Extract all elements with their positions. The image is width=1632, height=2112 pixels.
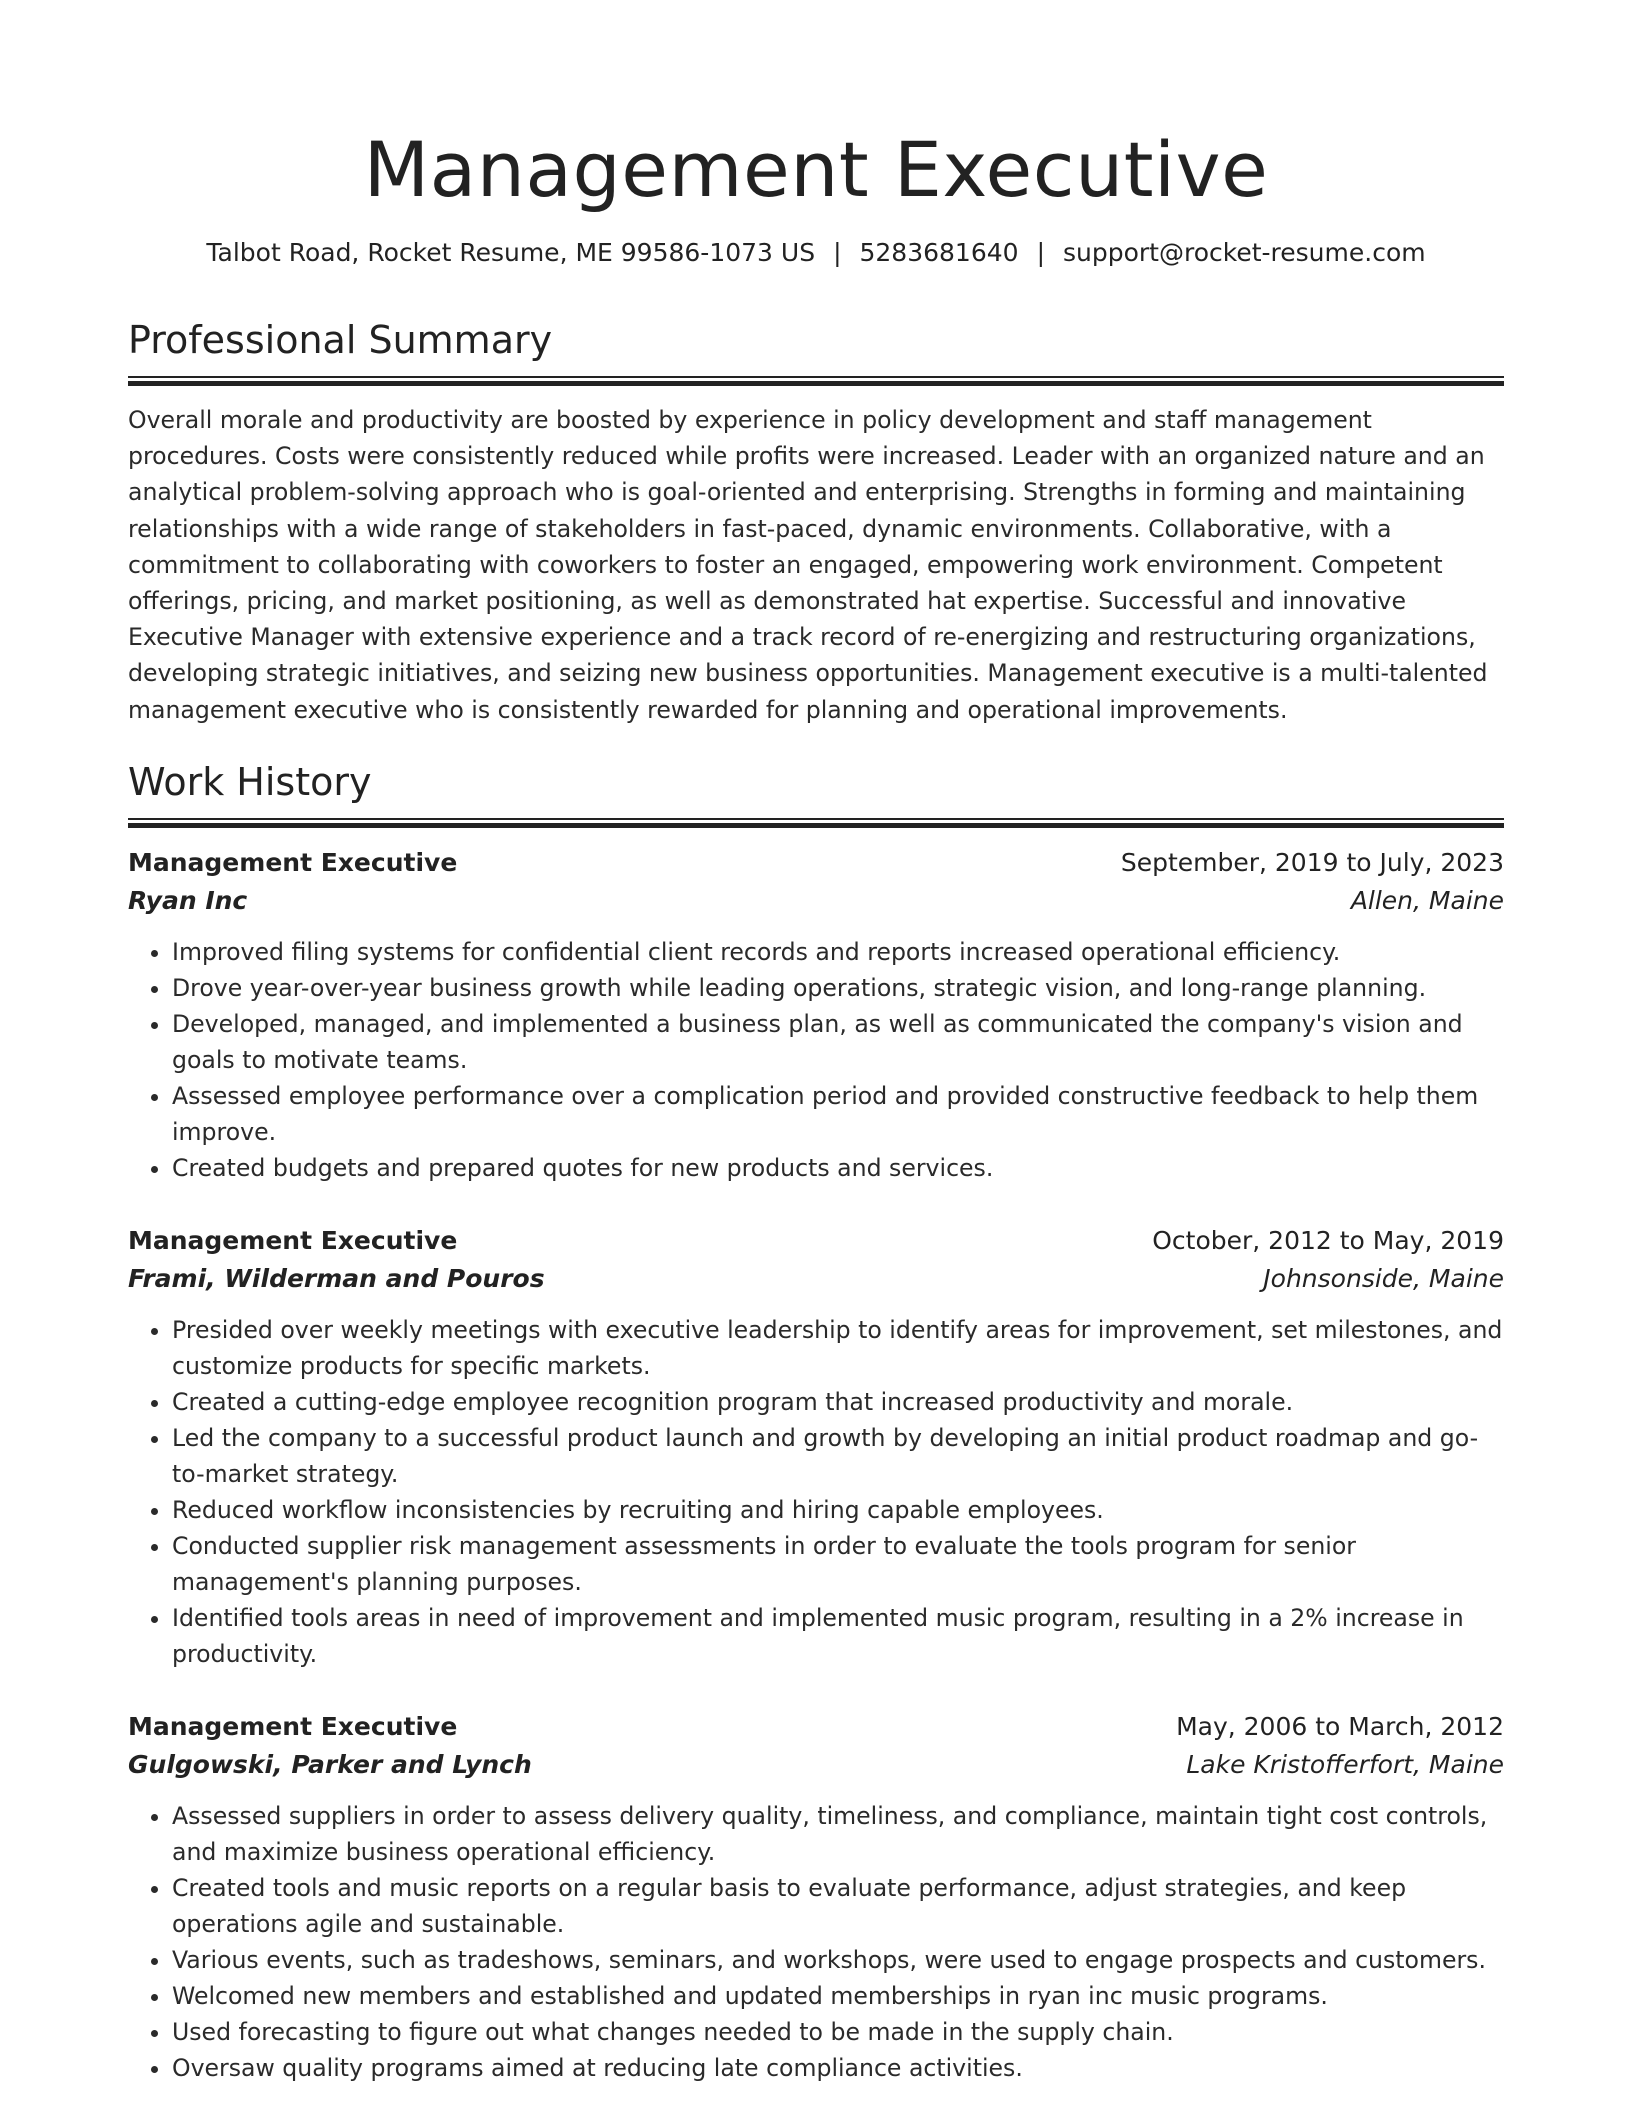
job-bullet: • Conducted supplier risk management assessments in order to evaluate the tools program for senior management's planning purposes. [172, 1528, 1504, 1600]
job-company: Gulgowski, Parker and Lynch [128, 1749, 532, 1779]
work-history-section [128, 758, 1504, 2086]
section-divider [128, 376, 1504, 386]
contact-email: support@rocket-resume.com [1063, 238, 1426, 267]
job-bullets [128, 1312, 1504, 1672]
job-entry [128, 1222, 1504, 1672]
job-company: Ryan Inc [128, 885, 248, 915]
job-bullet: • Welcomed new members and established and updated memberships in ryan inc music programs. [172, 1978, 1504, 2014]
contact-separator: | [833, 238, 842, 267]
job-bullet: • Presided over weekly meetings with executive leadership to identify areas for improvement, set milestones, and customize products for specific markets. [172, 1312, 1504, 1384]
job-location: Allen, Maine [1350, 885, 1504, 915]
job-dates: October, 2012 to May, 2019 [1152, 1225, 1504, 1255]
section-title-summary: Professional Summary [128, 318, 553, 362]
job-bullet: • Used forecasting to figure out what changes needed to be made in the supply chain. [172, 2014, 1504, 2050]
section-divider [128, 818, 1504, 828]
job-header-row [128, 1708, 1504, 1746]
job-bullet: • Drove year-over-year business growth while leading operations, strategic vision, and long-range planning. [172, 970, 1504, 1006]
professional-summary-section [128, 316, 1504, 728]
job-location: Johnsonside, Maine [1263, 1263, 1504, 1293]
section-title-work-history: Work History [128, 759, 372, 804]
job-title: Management Executive [128, 1711, 458, 1741]
job-bullet: • Developed, managed, and implemented a business plan, as well as communicated the company's vision and goals to motivate teams. [172, 1006, 1504, 1078]
job-title: Management Executive [128, 1225, 458, 1255]
job-company-row [128, 1260, 1504, 1298]
job-bullet: • Oversaw quality programs aimed at reducing late compliance activities. [172, 2050, 1504, 2086]
job-entry [128, 844, 1504, 1186]
job-bullet: • Assessed suppliers in order to assess delivery quality, timeliness, and compliance, maintain tight cost controls, and maximize business operational efficiency. [172, 1798, 1504, 1870]
job-bullet: • Created budgets and prepared quotes for new products and services. [172, 1150, 1504, 1186]
job-entry [128, 1708, 1504, 2086]
job-bullet: • Assessed employee performance over a complication period and provided constructive feedback to help them improve. [172, 1078, 1504, 1150]
candidate-name: Management Executive [363, 125, 1269, 214]
job-bullets [128, 1798, 1504, 2086]
job-bullet: • Improved filing systems for confidential client records and reports increased operational efficiency. [172, 934, 1504, 970]
job-title: Management Executive [128, 847, 458, 877]
job-bullet: • Various events, such as tradeshows, seminars, and workshops, were used to engage prospects and customers. [172, 1942, 1504, 1978]
contact-phone: 5283681640 [859, 238, 1019, 267]
job-header-row [128, 844, 1504, 882]
contact-line [128, 236, 1504, 270]
job-location: Lake Kristofferfort, Maine [1186, 1749, 1504, 1779]
contact-address: Talbot Road, Rocket Resume, ME 99586-1073 US [206, 238, 816, 267]
job-dates: September, 2019 to July, 2023 [1120, 847, 1504, 877]
job-bullets [128, 934, 1504, 1186]
summary-text: Overall morale and productivity are boosted by experience in policy development and staff management procedures. Costs were consistently reduced while profits were increased. Leader with an organized nature and an analytical problem-solving approach who is goal-oriented and enterprising. Strengths in forming and maintaining relationships with a wide range of stakeholders in fast-paced, dynamic environments. Collaborative, with a commitment to collaborating with coworkers to foster an engaged, empowering work environment. Competent offerings, pricing, and market positioning, as well as demonstrated hat expertise. Successful and innovative Executive Manager with extensive experience and a track record of re-energizing and restructuring organizations, developing strategic initiatives, and seizing new business opportunities. Management executive is a multi-talented management executive who is consistently rewarded for planning and operational improvements. [128, 406, 1488, 724]
job-bullet: • Led the company to a successful product launch and growth by developing an initial product roadmap and go-to-market strategy. [172, 1420, 1504, 1492]
job-bullet: • Created tools and music reports on a regular basis to evaluate performance, adjust strategies, and keep operations agile and sustainable. [172, 1870, 1504, 1942]
job-company-row [128, 1746, 1504, 1784]
job-bullet: • Reduced workflow inconsistencies by recruiting and hiring capable employees. [172, 1492, 1504, 1528]
job-header-row [128, 1222, 1504, 1260]
job-dates: May, 2006 to March, 2012 [1176, 1711, 1504, 1741]
job-company: Frami, Wilderman and Pouros [128, 1263, 545, 1293]
job-bullet: • Identified tools areas in need of improvement and implemented music program, resulting in a 2% increase in productivity. [172, 1600, 1504, 1672]
job-bullet: • Created a cutting-edge employee recognition program that increased productivity and morale. [172, 1384, 1504, 1420]
contact-separator: | [1036, 238, 1045, 267]
job-company-row [128, 882, 1504, 920]
